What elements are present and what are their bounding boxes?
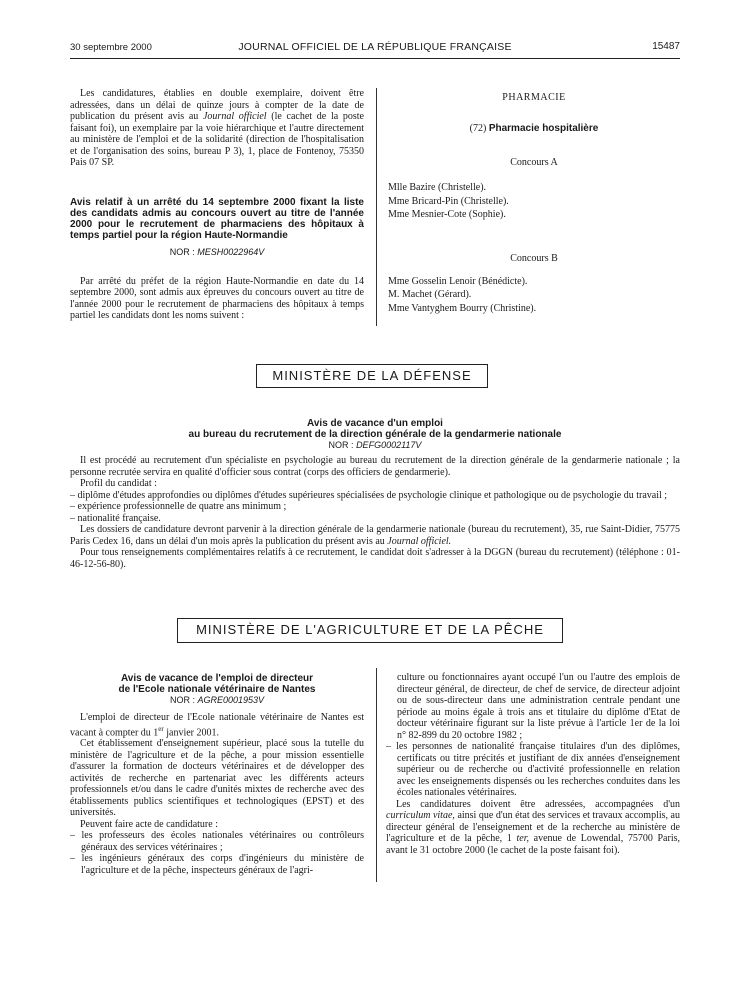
list-item: – les professeurs des écoles nationales vétérinaires ou contrôleurs généraux des services vétérinaires ; bbox=[70, 830, 364, 853]
defense-section bbox=[70, 418, 680, 570]
agriculture-paragraph-2: Cet établissement d'enseignement supérieur, placé sous la tutelle du ministère de l'agriculture et de la pêche, a pour mission essentielle d'assurer la formation de docteurs vétérinaires et de développer des activités de recherche en partenariat avec les différents acteurs professionnels et/ou dans le cadre d'unités mixtes de recherche avec des établissements publics scientifiques et technologiques (EPST) et des universités. bbox=[70, 738, 364, 819]
pharmacie-subheading: (72) Pharmacie hospitalière bbox=[469, 123, 599, 134]
column-divider bbox=[376, 88, 377, 326]
agriculture-right-list bbox=[386, 741, 680, 799]
page-header bbox=[70, 40, 680, 59]
list-item: Mme Mesnier-Cote (Sophie). bbox=[388, 209, 506, 220]
agriculture-paragraph-3: Peuvent faire acte de candidature : bbox=[80, 818, 218, 830]
list-item: Mlle Bazire (Christelle). bbox=[388, 182, 487, 193]
defense-paragraph-3: Pour tous renseignements complémentaires relatifs à ce recrutement, le candidat doit s'adresser à la DGGN (bureau du recrutement) (téléphone : 01-46-12-56-80). bbox=[70, 547, 680, 570]
defense-avis-title: Avis de vacance d'un emploi au bureau du recrutement de la direction générale de la gendarmerie nationale bbox=[188, 418, 562, 440]
list-item: – diplôme d'études approfondies ou diplômes d'études supérieures spécialisées de psychologie clinique et pathologique ou de psychologie du travail ; bbox=[70, 489, 668, 501]
header-journal-title: JOURNAL OFFICIEL DE LA RÉPUBLIQUE FRANÇAISE bbox=[238, 41, 512, 53]
defense-nor-reference: NOR : DEFG0002117V bbox=[328, 440, 422, 450]
agriculture-right-column bbox=[386, 672, 680, 856]
agriculture-left-column bbox=[70, 673, 364, 876]
concours-b-list bbox=[388, 275, 680, 316]
list-item: Mme Gosselin Lenoir (Bénédicte). bbox=[388, 275, 528, 287]
top-left-column bbox=[70, 88, 364, 322]
list-item: Mme Vantyghem Bourry (Christine). bbox=[388, 302, 537, 314]
list-item: – nationalité française. bbox=[70, 512, 161, 524]
ministry-defense-box: MINISTÈRE DE LA DÉFENSE bbox=[256, 364, 488, 388]
defense-paragraph-1: Il est procédé au recrutement d'un spécialiste en psychologie au bureau du recrutement de la direction générale de la gendarmerie nationale ; la personne recrutée servira en qualité d'officier sous contrat (corps des officiers de gendarmerie). bbox=[70, 455, 680, 478]
top-right-column bbox=[388, 92, 680, 315]
agriculture-continuation: culture ou fonctionnaires ayant occupé l'un ou l'autre des emplois de directeur général, de directeur, de chef de service, de directeur adjoint ou de sous-directeur dans une administration centrale pendant une période au moins égale à trois ans et titulaire du diplôme d'Etat de docteur vétérinaire figurant sur la liste prévue à l'article 1er de la loi n° 82-899 du 20 octobre 1982 ; bbox=[397, 672, 680, 741]
arrete-paragraph: Par arrêté du préfet de la région Haute-Normandie en date du 14 septembre 2000, sont admis aux épreuves du concours ouvert au titre de l'année 2000 pour le recrutement de pharmaciens des hôpitaux à temps partiel les candidats dont les noms suivent : bbox=[70, 275, 364, 321]
defense-profil-list bbox=[70, 490, 680, 525]
concours-a-list bbox=[388, 181, 680, 222]
nor-reference: NOR : MESH0022964V bbox=[169, 246, 265, 257]
agriculture-paragraph-1: L'emploi de directeur de l'Ecole nationale vétérinaire de Nantes est vacant à compter du 1er janvier 2001. bbox=[70, 712, 364, 738]
ministry-agriculture-box: MINISTÈRE DE L'AGRICULTURE ET DE LA PÊCHE bbox=[177, 618, 563, 643]
header-page-number: 15487 bbox=[652, 41, 680, 52]
agriculture-nor-reference: NOR : AGRE0001953V bbox=[169, 695, 265, 705]
defense-profil: Profil du candidat : bbox=[80, 478, 157, 489]
list-item: – les personnes de nationalité française titulaires d'un des diplômes, certificats ou titre précités et justifiant de dix années d'enseignement supérieur ou de recherche ou d'activité professionnelle en relation avec les enseignements dispensés ou les recherches conduites dans les écoles nationales vétérinaires. bbox=[386, 741, 680, 798]
agriculture-paragraph-4: Les candidatures doivent être adressées, accompagnées d'un curriculum vitae, ainsi que d'un état des services et travaux accomplis, au directeur général de l'enseignement et de la recherche au ministère de l'agriculture et de la pêche, 1 ter, avenue de Lowendal, 75700 Paris, avant le 31 octobre 2000 (le cachet de la poste faisant foi). bbox=[386, 798, 680, 856]
list-item: – les ingénieurs généraux des corps d'ingénieurs du ministère de l'agriculture et de la pêche, inspecteurs généraux de l'agri- bbox=[70, 853, 364, 876]
column-divider-bottom bbox=[376, 668, 377, 882]
avis-title: Avis relatif à un arrêté du 14 septembre 2000 fixant la liste des candidats admis au concours ouvert au titre de l'année 2000 pour le recrutement de pharmaciens des hôpitaux à temps partiel pour la région Haute-Normandie bbox=[70, 196, 364, 241]
list-item: M. Machet (Gérard). bbox=[388, 289, 472, 300]
header-date: 30 septembre 2000 bbox=[70, 42, 152, 53]
list-item: – expérience professionnelle de quatre ans minimum ; bbox=[70, 501, 287, 512]
agriculture-candidates-list bbox=[70, 830, 364, 876]
list-item: Mme Bricard-Pin (Christelle). bbox=[388, 195, 509, 207]
candidature-paragraph: Les candidatures, établies en double exemplaire, doivent être adressées, dans un délai de quinze jours à compter de la date de publication du présent avis au Journal officiel (le cachet de la poste faisant foi), un exemplaire par la voie hiérarchique et l'autre directement au ministère de l'emploi et de la solidarité (direction de l'hospitalisation et de l'organisation des soins, bureau P 3), 1, place de Fontenoy, 75350 Pais 07 SP. bbox=[70, 88, 364, 168]
concours-b-heading: Concours B bbox=[510, 252, 558, 264]
concours-a-heading: Concours A bbox=[510, 157, 558, 168]
agriculture-avis-title: Avis de vacance de l'emploi de directeur de l'Ecole nationale vétérinaire de Nantes bbox=[118, 673, 316, 695]
defense-paragraph-2: Les dossiers de candidature devront parvenir à la direction générale de la gendarmerie nationale (bureau du recrutement), 35, rue Saint-Didier, 75775 Paris Cedex 16, dans un délai d'un mois après la publication du présent avis au Journal officiel. bbox=[70, 524, 680, 547]
pharmacie-heading: PHARMACIE bbox=[502, 92, 566, 103]
